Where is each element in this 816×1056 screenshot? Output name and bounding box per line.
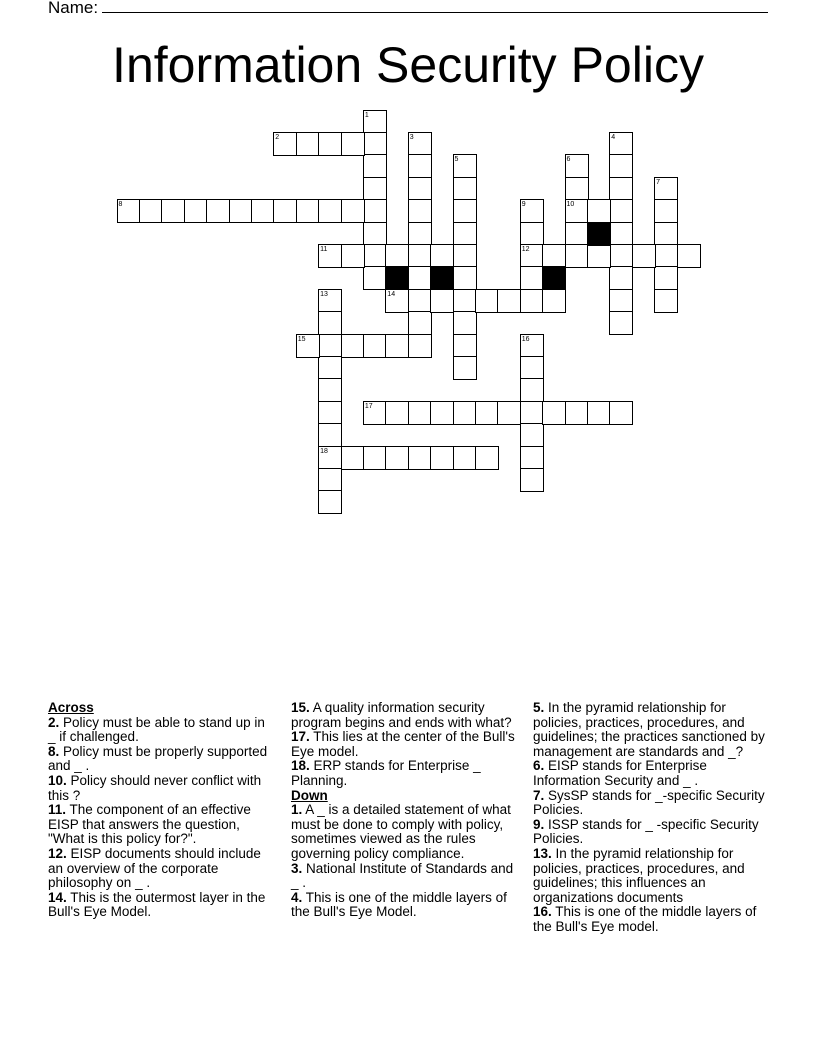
crossword-cell[interactable]: [587, 401, 611, 425]
crossword-cell[interactable]: [475, 446, 499, 470]
crossword-cell[interactable]: [363, 199, 387, 223]
crossword-cell[interactable]: [385, 244, 409, 268]
crossword-cell[interactable]: [609, 177, 633, 201]
crossword-cell[interactable]: [453, 401, 477, 425]
crossword-cell[interactable]: [453, 244, 477, 268]
crossword-cell[interactable]: [520, 468, 544, 492]
crossword-cell[interactable]: [520, 423, 544, 447]
crossword-cell[interactable]: [609, 222, 633, 246]
crossword-cell[interactable]: [542, 401, 566, 425]
crossword-cell[interactable]: [475, 401, 499, 425]
crossword-cell[interactable]: [453, 334, 477, 358]
crossword-cell[interactable]: [273, 199, 297, 223]
clue-number: 12: [521, 245, 530, 253]
crossword-cell[interactable]: [497, 401, 521, 425]
crossword-cell[interactable]: [609, 401, 633, 425]
crossword-cell[interactable]: [430, 401, 454, 425]
crossword-cell[interactable]: [408, 177, 432, 201]
crossword-cell[interactable]: [520, 266, 544, 290]
crossword-cell[interactable]: [609, 154, 633, 178]
crossword-cell[interactable]: [565, 222, 589, 246]
crossword-cell[interactable]: [318, 378, 342, 402]
clues-column-3: [533, 701, 765, 935]
crossword-cell[interactable]: [363, 177, 387, 201]
crossword-cell[interactable]: [363, 154, 387, 178]
crossword-cell[interactable]: [520, 356, 544, 380]
crossword-cell[interactable]: [654, 222, 678, 246]
crossword-cell[interactable]: [565, 401, 589, 425]
crossword-cell[interactable]: [139, 199, 163, 223]
crossword-cell[interactable]: [318, 334, 342, 358]
crossword-cell[interactable]: [385, 401, 409, 425]
crossword-cell[interactable]: [363, 446, 387, 470]
crossword-block: [430, 266, 454, 290]
name-label: Name:: [48, 0, 99, 17]
down-clue-13: 13. In the pyramid relationship for policies, practices, procedures, and guidelines; this influences an organizations documents: [533, 845, 745, 905]
crossword-cell[interactable]: [520, 378, 544, 402]
crossword-cell[interactable]: [453, 289, 477, 313]
down-clue-7: 7. SysSP stands for _-specific Security Policies.: [533, 787, 765, 818]
crossword-cell[interactable]: [363, 334, 387, 358]
across-heading: Across: [48, 700, 94, 715]
clue-number: 6: [566, 156, 571, 164]
across-clue-17: 17. This lies at the center of the Bull's Eye model.: [291, 729, 515, 759]
crossword-cell[interactable]: [408, 222, 432, 246]
crossword-cell[interactable]: [408, 154, 432, 178]
crossword-cell[interactable]: [318, 401, 342, 425]
down-clue-6: 6. EISP stands for Enterprise Information Security and _ .: [533, 758, 707, 788]
crossword-block: [587, 222, 611, 246]
crossword-cell[interactable]: [318, 490, 342, 514]
page-title: Information Security Policy: [112, 37, 704, 93]
crossword-cell[interactable]: [385, 446, 409, 470]
crossword-cell[interactable]: [341, 132, 365, 156]
down-clue-9: 9. ISSP stands for _ -specific Security Policies.: [533, 816, 759, 847]
crossword-cell[interactable]: [453, 222, 477, 246]
clue-number: 15: [297, 335, 306, 343]
across-clue-12: 12. EISP documents should include an overview of the corporate philosophy on _ .: [48, 845, 261, 891]
crossword-cell[interactable]: [318, 132, 342, 156]
crossword-cell[interactable]: [161, 199, 185, 223]
crossword-cell[interactable]: [318, 423, 342, 447]
clue-number: 2: [275, 133, 280, 141]
crossword-cell[interactable]: [520, 289, 544, 313]
crossword-cell[interactable]: [453, 311, 477, 335]
crossword-cell[interactable]: [408, 199, 432, 223]
crossword-cell[interactable]: [363, 132, 387, 156]
crossword-cell[interactable]: [475, 289, 499, 313]
clue-number: 17: [364, 402, 373, 410]
crossword-cell[interactable]: [565, 177, 589, 201]
crossword-cell[interactable]: [609, 244, 633, 268]
crossword-cell[interactable]: [609, 199, 633, 223]
crossword-cell[interactable]: [609, 266, 633, 290]
crossword-cell[interactable]: [430, 446, 454, 470]
crossword-cell[interactable]: [318, 311, 342, 335]
across-clue-18: 18. ERP stands for Enterprise _ Planning.: [291, 758, 481, 788]
down-clue-5: 5. In the pyramid relationship for policies, practices, procedures, and guidelines; the practices sanctioned by management are standards and _?: [533, 700, 765, 759]
crossword-cell[interactable]: [408, 446, 432, 470]
crossword-cell[interactable]: [587, 199, 611, 223]
across-clue-2: 2. Policy must be able to stand up in _ if challenged.: [48, 714, 265, 745]
crossword-cell[interactable]: [654, 199, 678, 223]
crossword-cell[interactable]: [453, 177, 477, 201]
crossword-cell[interactable]: [520, 222, 544, 246]
clues-column-1: [48, 701, 274, 920]
crossword-cell[interactable]: [430, 289, 454, 313]
crossword-cell[interactable]: [565, 244, 589, 268]
clue-number: 3: [409, 133, 414, 141]
clue-number: 4: [611, 133, 616, 141]
across-clue-8: 8. Policy must be properly supported and _ .: [48, 743, 268, 774]
clue-number: 9: [521, 201, 526, 209]
crossword-cell[interactable]: [632, 244, 656, 268]
crossword-cell[interactable]: [520, 401, 544, 425]
crossword-cell[interactable]: [453, 266, 477, 290]
crossword-cell[interactable]: [430, 244, 454, 268]
clue-number: 13: [320, 290, 328, 298]
crossword-cell[interactable]: [341, 446, 365, 470]
crossword-cell[interactable]: [520, 446, 544, 470]
crossword-cell[interactable]: [453, 356, 477, 380]
down-clue-16: 16. This is one of the middle layers of the Bull's Eye model.: [533, 904, 757, 934]
crossword-cell[interactable]: [341, 199, 365, 223]
crossword-cell[interactable]: [318, 356, 342, 380]
crossword-cell[interactable]: [318, 199, 342, 223]
clue-number: 10: [566, 201, 575, 209]
crossword-cell[interactable]: [408, 401, 432, 425]
down-clue-3: 3. National Institute of Standards and _ .: [291, 860, 514, 891]
clue-number: 1: [364, 111, 369, 119]
crossword-cell[interactable]: [609, 289, 633, 313]
crossword-block: [385, 266, 409, 290]
clue-number: 7: [656, 178, 660, 186]
clue-number: 5: [454, 156, 459, 164]
crossword-cell[interactable]: [318, 468, 342, 492]
down-clue-4: 4. This is one of the middle layers of the Bull's Eye Model.: [291, 889, 507, 920]
crossword-cell[interactable]: [587, 244, 611, 268]
crossword-cell[interactable]: [497, 289, 521, 313]
crossword-cell[interactable]: [408, 311, 432, 335]
crossword-cell[interactable]: [363, 266, 387, 290]
down-heading: Down: [291, 787, 328, 803]
crossword-cell[interactable]: [296, 132, 320, 156]
crossword-cell[interactable]: [341, 334, 365, 358]
crossword-cell[interactable]: [408, 289, 432, 313]
crossword-cell[interactable]: [363, 222, 387, 246]
clues-column-2: [291, 701, 517, 920]
across-clue-14: 14. This is the outermost layer in the Bull's Eye Model.: [48, 889, 266, 920]
clue-number: 8: [118, 201, 123, 209]
crossword-cell[interactable]: [363, 244, 387, 268]
clue-number: 18: [320, 447, 328, 455]
crossword-cell[interactable]: [654, 244, 678, 268]
crossword-cell[interactable]: [609, 311, 633, 335]
crossword-cell[interactable]: [542, 244, 566, 268]
crossword-cell[interactable]: [296, 199, 320, 223]
down-clue-1: 1. A _ is a detailed statement of what must be done to comply with policy, sometimes viewed as the rules governing policy compliance.: [291, 802, 511, 861]
clue-number: 16: [521, 335, 530, 343]
crossword-cell[interactable]: [408, 334, 432, 358]
crossword-cell[interactable]: [251, 199, 275, 223]
crossword-cell[interactable]: [453, 199, 477, 223]
clue-number: 14: [387, 290, 396, 298]
crossword-cell[interactable]: [677, 244, 701, 268]
crossword-cell[interactable]: [184, 199, 208, 223]
crossword-cell[interactable]: [542, 289, 566, 313]
across-clue-11: 11. The component of an effective EISP that answers the question, "What is this policy for?".: [48, 802, 251, 847]
crossword-cell[interactable]: [408, 266, 432, 290]
crossword-block: [542, 266, 566, 290]
crossword-cell[interactable]: [341, 244, 365, 268]
crossword-cell[interactable]: [206, 199, 230, 223]
clue-number: 11: [320, 245, 328, 253]
across-clue-15: 15. A quality information security program begins and ends with what?: [291, 700, 512, 730]
crossword-cell[interactable]: [453, 446, 477, 470]
crossword-cell[interactable]: [229, 199, 253, 223]
crossword-cell[interactable]: [654, 266, 678, 290]
crossword-cell[interactable]: [385, 334, 409, 358]
crossword-cell[interactable]: [408, 244, 432, 268]
crossword-cell[interactable]: [654, 289, 678, 313]
across-clue-10: 10. Policy should never conflict with this ?: [48, 772, 262, 803]
